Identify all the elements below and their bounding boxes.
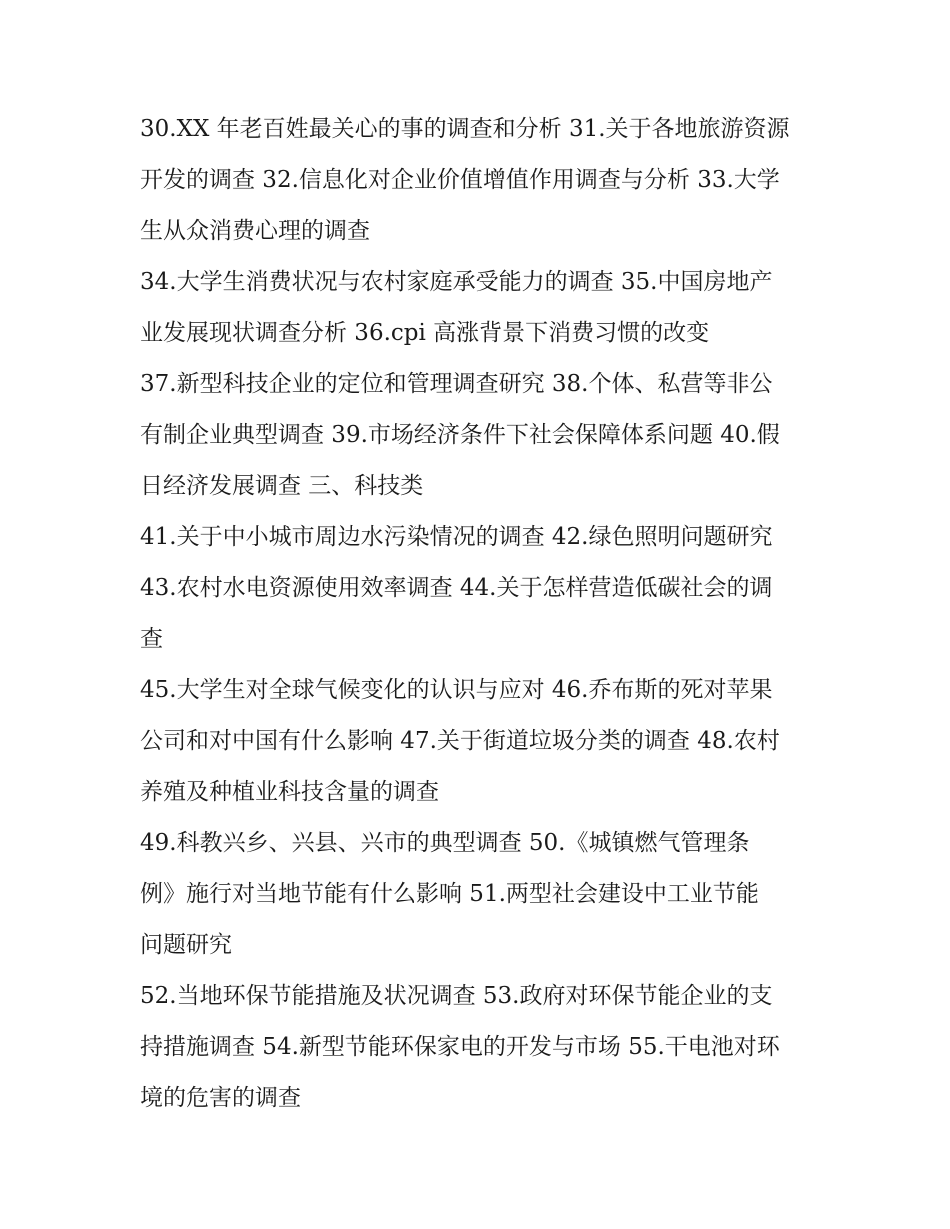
text-line: 49.科教兴乡、兴县、兴市的典型调查 50.《城镇燃气管理条: [140, 830, 750, 856]
text-line: 日经济发展调查 三、科技类: [140, 473, 424, 499]
text-line: 43.农村水电资源使用效率调查 44.关于怎样营造低碳社会的调: [140, 575, 773, 601]
text-line: 有制企业典型调查 39.市场经济条件下社会保障体系问题 40.假: [140, 422, 780, 448]
text-line: 查: [140, 626, 163, 652]
document-page: [140, 104, 820, 1124]
text-line: 境的危害的调查: [140, 1085, 301, 1111]
text-line: 41.关于中小城市周边水污染情况的调查 42.绿色照明问题研究: [140, 524, 773, 550]
text-line: 持措施调查 54.新型节能环保家电的开发与市场 55.干电池对环: [140, 1034, 780, 1060]
paragraph-items-41-42: [140, 512, 820, 563]
text-line: 养殖及种植业科技含量的调查: [140, 779, 439, 805]
text-line: 业发展现状调查分析 36.cpi 高涨背景下消费习惯的改变: [140, 320, 710, 346]
paragraph-items-43-44: [140, 563, 820, 665]
paragraph-items-49-51: [140, 818, 820, 971]
text-line: 45.大学生对全球气候变化的认识与应对 46.乔布斯的死对苹果: [140, 677, 773, 703]
paragraph-items-30-33: [140, 104, 820, 257]
paragraph-items-45-48: [140, 665, 820, 818]
text-line: 开发的调查 32.信息化对企业价值增值作用调查与分析 33.大学: [140, 167, 780, 193]
text-line: 公司和对中国有什么影响 47.关于街道垃圾分类的调查 48.农村: [140, 728, 780, 754]
text-line: 34.大学生消费状况与农村家庭承受能力的调查 35.中国房地产: [140, 269, 773, 295]
paragraph-items-52-55: [140, 971, 820, 1124]
paragraph-items-34-36: [140, 257, 820, 359]
text-line: 问题研究: [140, 932, 232, 958]
text-line: 52.当地环保节能措施及状况调查 53.政府对环保节能企业的支: [140, 983, 773, 1009]
text-line: 生从众消费心理的调查: [140, 218, 370, 244]
text-line: 30.XX 年老百姓最关心的事的调查和分析 31.关于各地旅游资源: [140, 116, 790, 142]
text-line: 37.新型科技企业的定位和管理调查研究 38.个体、私营等非公: [140, 371, 773, 397]
paragraph-items-37-40: [140, 359, 820, 512]
text-line: 例》施行对当地节能有什么影响 51.两型社会建设中工业节能: [140, 881, 759, 907]
